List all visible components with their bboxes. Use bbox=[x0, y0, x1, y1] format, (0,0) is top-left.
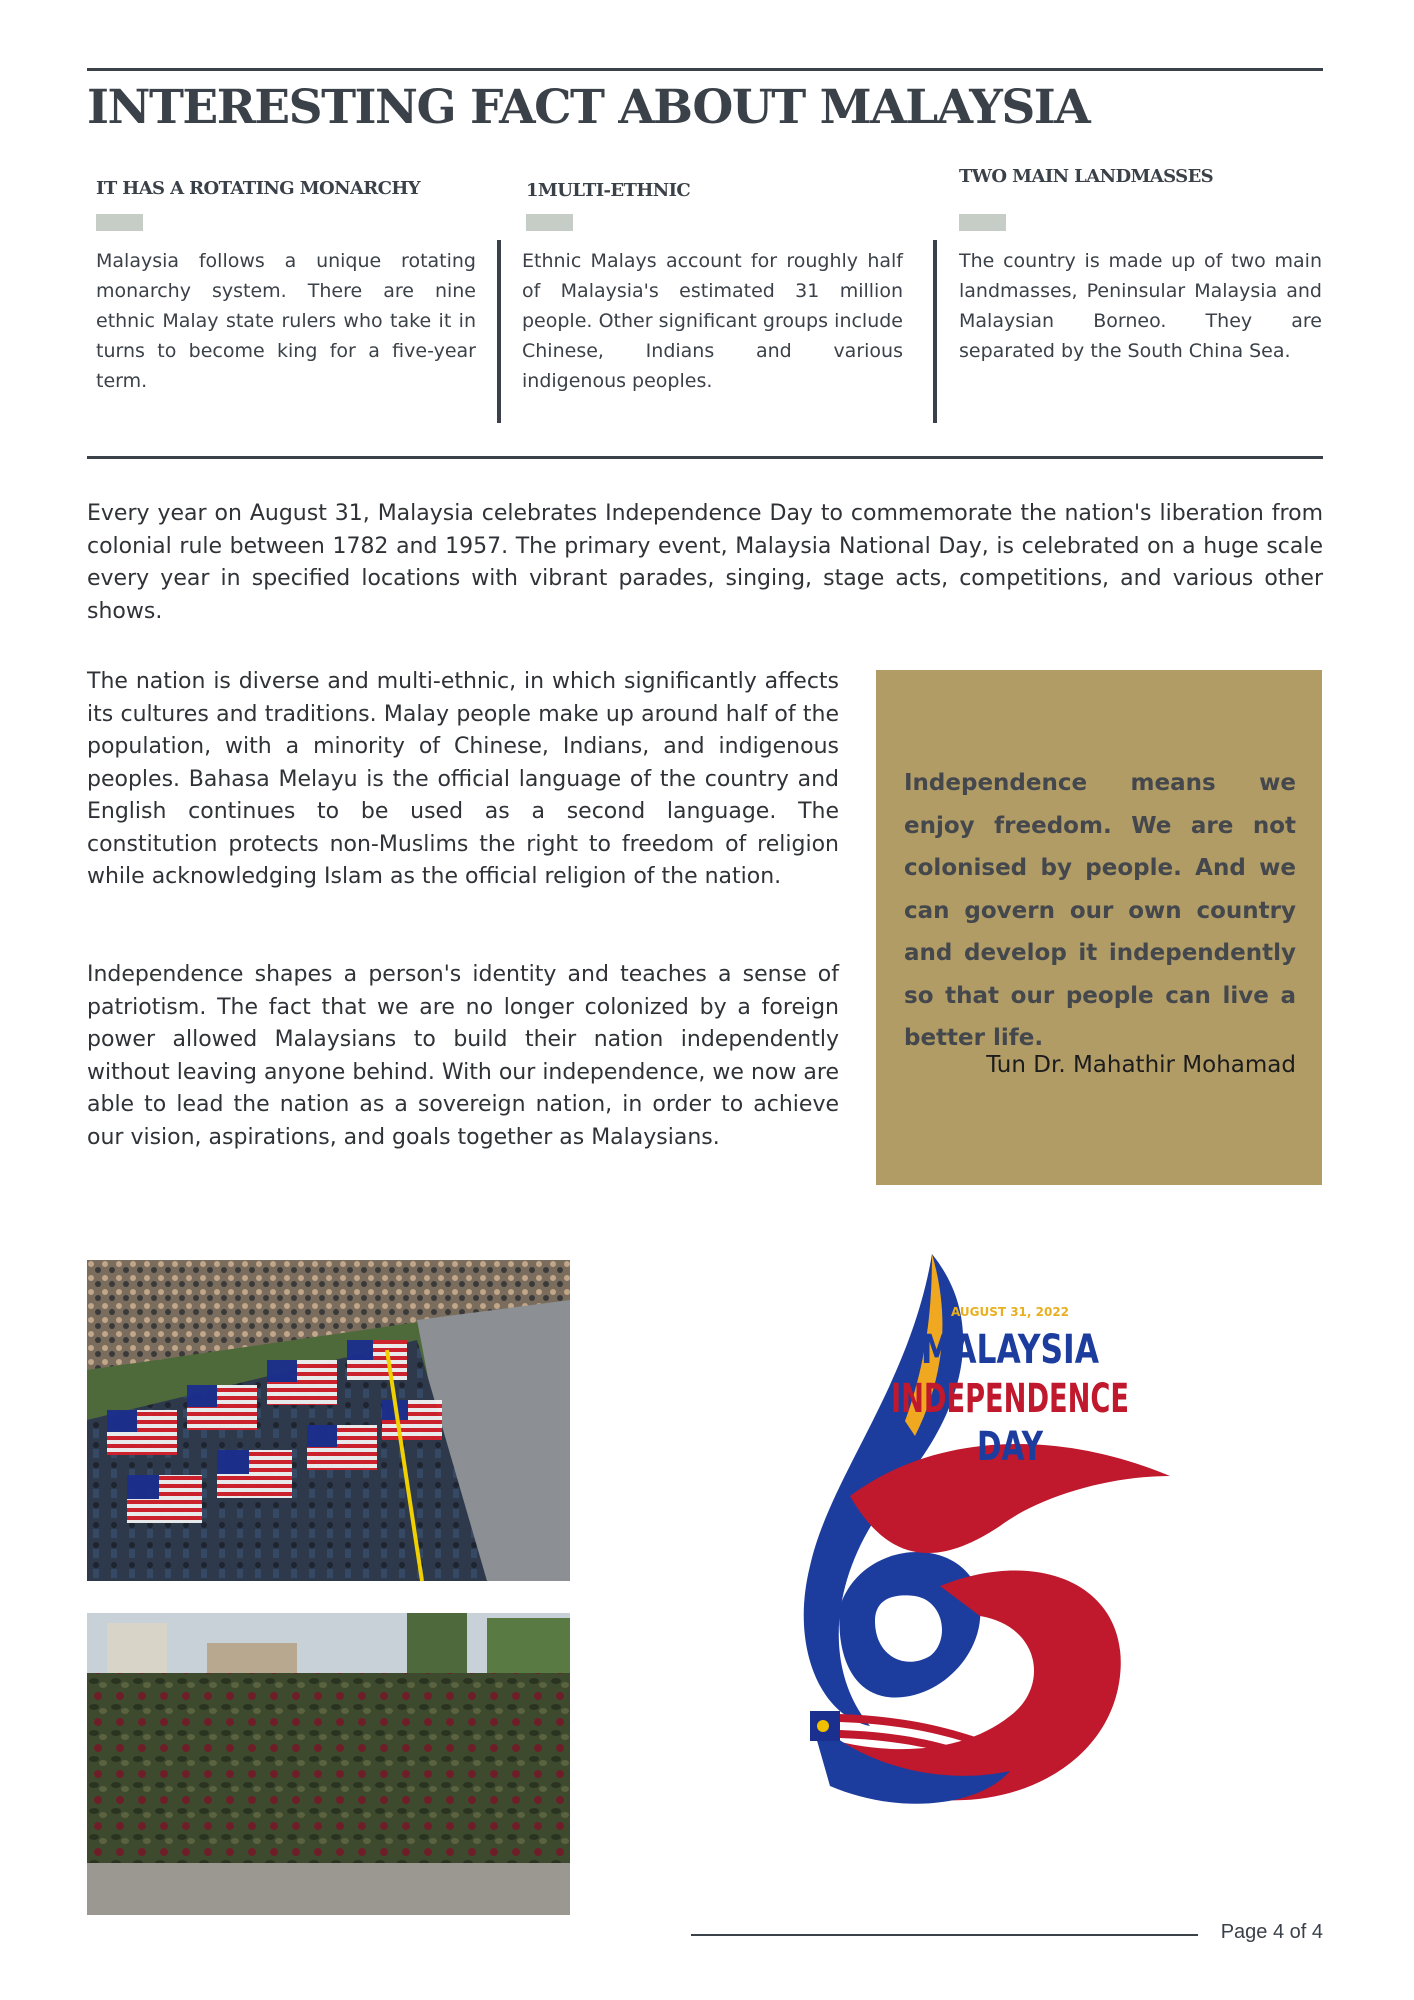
page-title: INTERESTING FACT ABOUT MALAYSIA bbox=[87, 80, 1090, 135]
fact-swatch bbox=[526, 214, 573, 231]
logo-title-independence: INDEPENDENCE bbox=[891, 1376, 1129, 1422]
fact-text: Ethnic Malays account for roughly half of Malaysia's estimated 31 million people. Other significant groups include Chinese, Indians and various indigenous peoples. bbox=[522, 250, 903, 392]
independence-day-logo bbox=[710, 1246, 1190, 1894]
top-rule bbox=[87, 68, 1323, 71]
quote-box bbox=[876, 670, 1322, 1185]
quote-author: Tun Dr. Mahathir Mohamad bbox=[986, 1052, 1296, 1078]
column-divider bbox=[933, 240, 937, 423]
fact-text: Malaysia follows a unique rotating monarchy system. There are nine ethnic Malay state rulers who take it in turns to become king for a five-year term. bbox=[96, 250, 476, 392]
intro-paragraph: Every year on August 31, Malaysia celebrates Independence Day to commemorate the nation's liberation from colonial rule between 1782 and 1957. The primary event, Malaysia National Day, is celebrated on a huge scale every year in specified locations with vibrant parades, singing, stage acts, competitions, and various other shows. bbox=[87, 501, 1323, 624]
parade-flags-photo bbox=[87, 1260, 570, 1581]
page-number: Page 4 of 4 bbox=[1220, 1921, 1323, 1943]
logo-date: AUGUST 31, 2022 bbox=[950, 1305, 1070, 1319]
logo-title-malaysia: MALAYSIA bbox=[921, 1327, 1100, 1373]
body-paragraph: Independence shapes a person's identity and teaches a sense of patriotism. The fact that we are no longer colonized by a foreign power allowed Malaysians to build their nation independently without leaving anyone behind. With our independence, we now are able to lead the nation as a sovereign nation, in order to achieve our vision, aspirations, and goals together as Malaysians. bbox=[87, 962, 839, 1150]
fact-swatch bbox=[96, 214, 143, 231]
fact-heading: IT HAS A ROTATING MONARCHY bbox=[96, 178, 421, 199]
fact-heading: 1MULTI-ETHNIC bbox=[526, 180, 691, 201]
fact-swatch bbox=[959, 214, 1006, 231]
fact-heading: TWO MAIN LANDMASSES bbox=[959, 166, 1214, 187]
body-paragraph: The nation is diverse and multi-ethnic, in which significantly affects its cultures and traditions. Malay people make up around half of the population, with a minority of Chinese, Indians, and indigenous peoples. Bahasa Melayu is the official language of the country and English continues to be used as a second language. The constitution protects non-Muslims the right to freedom of religion while acknowledging Islam as the official religion of the nation. bbox=[87, 669, 839, 889]
quote-text: Independence means we enjoy freedom. We are not colonised by people. And we can govern our own country and develop it independently so that our people can live a better life. bbox=[904, 770, 1296, 1051]
fact-text: The country is made up of two main landmasses, Peninsular Malaysia and Malaysian Borneo. They are separated by the South China Sea. bbox=[959, 250, 1322, 362]
column-divider bbox=[497, 240, 501, 423]
section-rule bbox=[87, 456, 1323, 459]
logo-title-day: DAY bbox=[977, 1424, 1044, 1470]
footer-rule bbox=[691, 1934, 1198, 1936]
parade-soldiers-photo bbox=[87, 1613, 570, 1915]
